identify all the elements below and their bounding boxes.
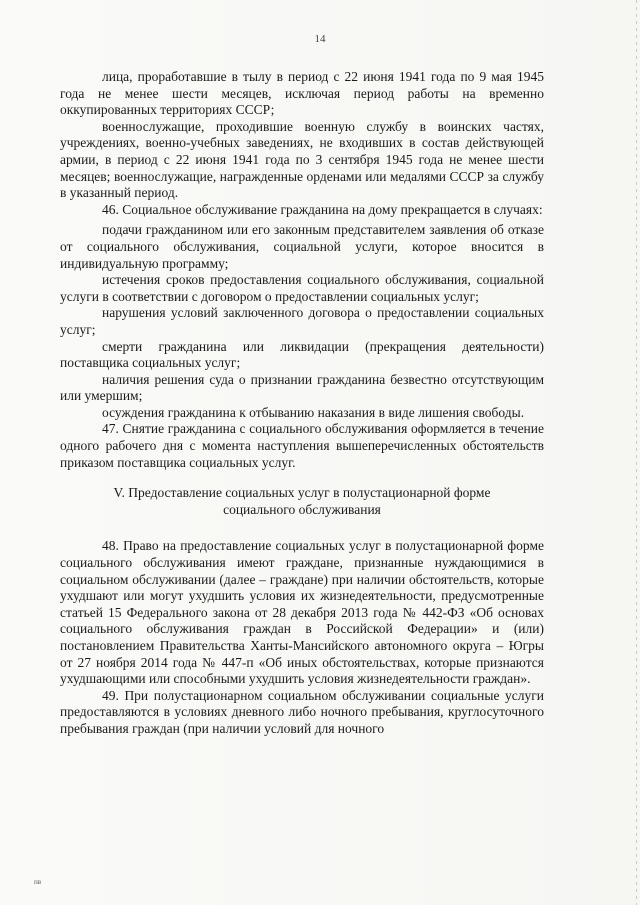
paragraph: нарушения условий заключенного договора о предоставлении социальных услуг; (60, 305, 544, 337)
paragraph: 48. Право на предоставление социальных услуг в полустационарной форме социального обслуживания имеют граждане, признанные нуждающимися в социальном обслуживании (далее – граждане) при наличии обстоятельств, которые ухудшают или могут ухудшить условия их жизнедеятельности, предусмотренные статьей 15 Федерального закона от 28 декабря 2013 года № 442-ФЗ «Об основах социального обслуживания граждан в Российской Федерации» и (или) постановлением Правительства Ханты-Мансийского автономного округа – Югры от 27 ноября 2014 года № 447-п «Об иных обстоятельствах, которые признаются ухудшающими или способными ухудшить условия жизнедеятельности граждан». (60, 538, 544, 687)
paragraph: 47. Снятие гражданина с социального обслуживания оформляется в течение одного рабочего дня с момента наступления вышеперечисленных обстоятельств приказом поставщика социальных услуг. (60, 421, 544, 470)
section-heading-line: социального обслуживания (223, 501, 381, 517)
footer-mark: пв (34, 878, 42, 886)
scan-edge (636, 0, 637, 905)
paragraph: подачи гражданином или его законным представителем заявления об отказе от социального обслуживания, социальной услуги, которое вносится в индивидуальную программу; (60, 222, 544, 271)
paragraph: осуждения гражданина к отбыванию наказания в виде лишения свободы. (102, 404, 525, 420)
paragraph: военнослужащие, проходившие военную службу в воинских частях, учреждениях, военно-учебных заведениях, не входивших в состав действующей армии, в период с 22 июня 1941 года по 3 сентября 1945 года не менее шести месяцев; военнослужащие, награжденные орденами или медалями СССР за службу в указанный период. (60, 118, 544, 201)
paragraph: наличия решения суда о признании гражданина безвестно отсутствующим или умершим; (60, 371, 544, 404)
paragraph: лица, проработавшие в тылу в период с 22 июня 1941 года по 9 мая 1945 года не менее шести месяцев, исключая период работы на временно оккупированных территориях СССР; (60, 69, 544, 118)
paragraph: истечения сроков предоставления социального обслуживания, социальной услуги в соответствии с договором о предоставлении социальных услуг; (60, 272, 544, 304)
paragraph: 46. Социальное обслуживание гражданина на дому прекращается в случаях: (102, 201, 543, 217)
paragraph: 49. При полустационарном социальном обслуживании социальные услуги предоставляются в условиях дневного либо ночного пребывания, круглосуточного пребывания граждан (при наличии условий для ночного (60, 687, 544, 736)
section-heading-line: V. Предоставление социальных услуг в полустационарной форме (113, 485, 491, 501)
paragraph: смерти гражданина или ликвидации (прекращения деятельности) поставщика социальных услуг; (60, 338, 544, 371)
page-number: 14 (314, 33, 326, 45)
document-body (60, 69, 544, 738)
section-heading (60, 485, 544, 518)
